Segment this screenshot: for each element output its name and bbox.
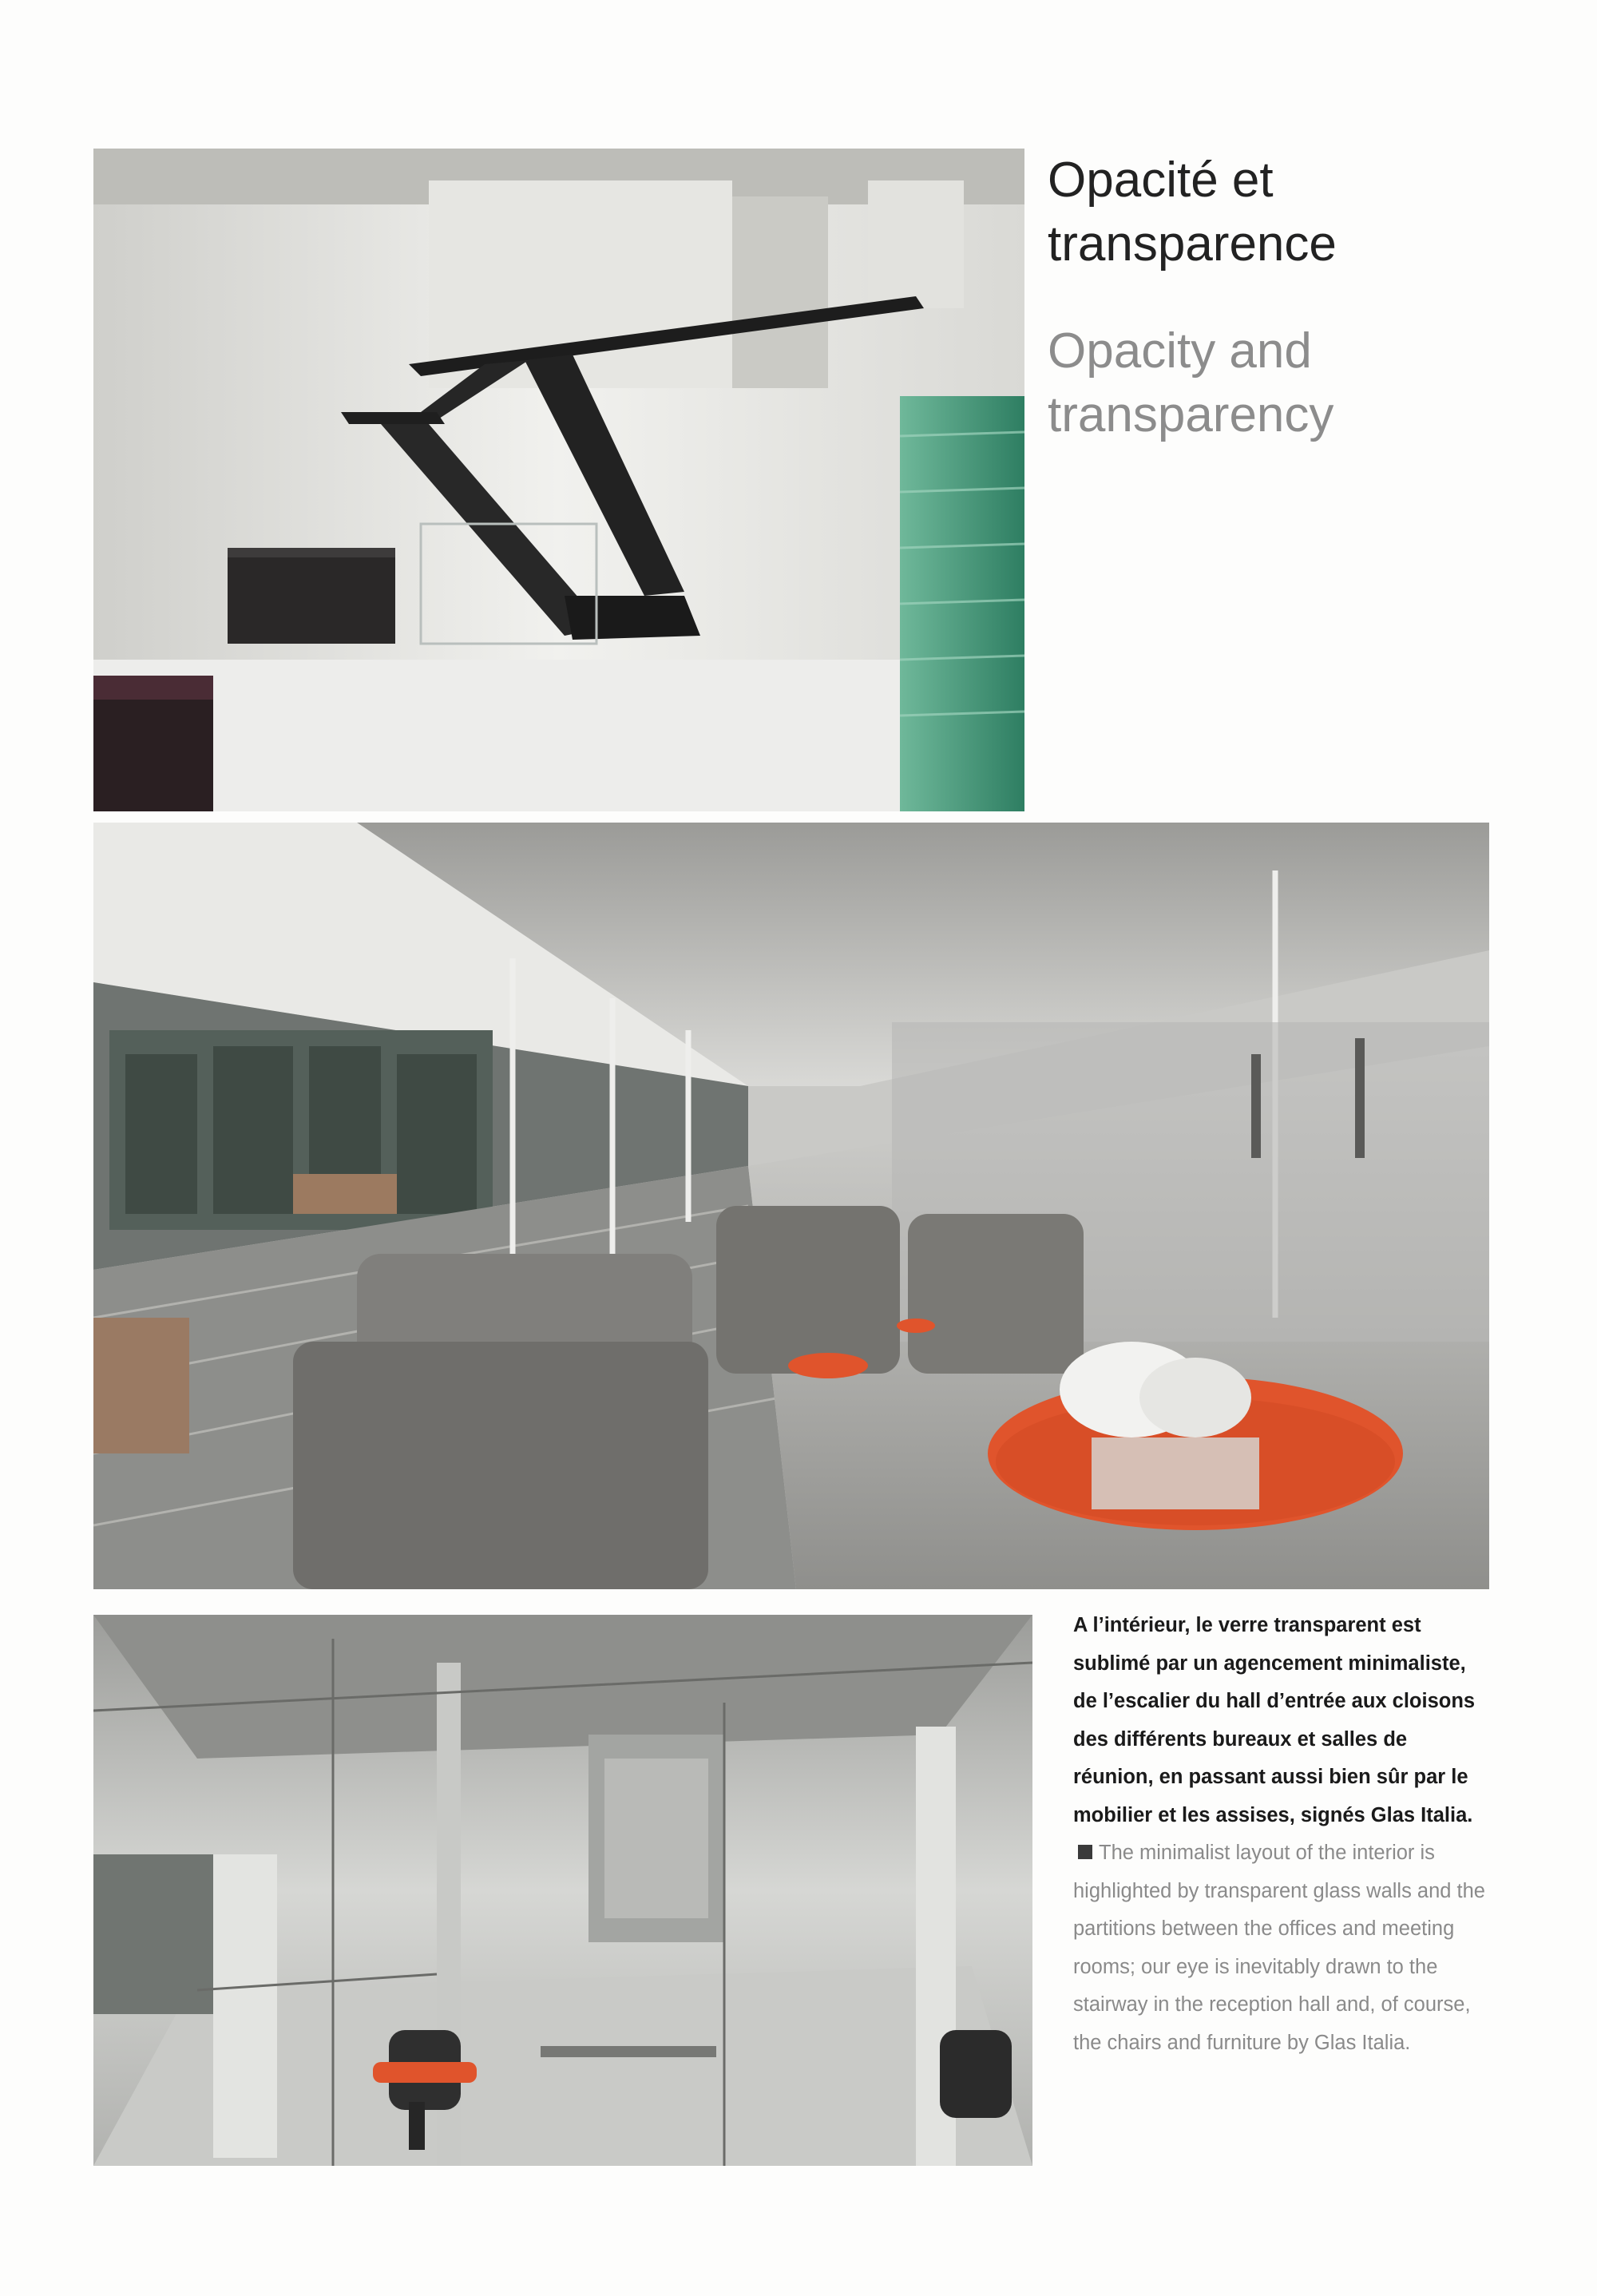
title-english: Opacity and transparency — [1048, 323, 1334, 442]
caption-english: The minimalist layout of the interior is highlighted by transparent glass walls and the partitions between the offices and meeting rooms; our eye is inevitably drawn to the stairway in the reception hall and, of course, the chairs and furniture by Glas Italia. — [1073, 1842, 1485, 2054]
photo-glass-offices — [93, 1615, 1032, 2166]
article-caption — [1073, 1607, 1488, 2062]
caption-french: A l’intérieur, le verre transparent est sublimé par un agencement minimaliste, de l’escalier du hall d’entrée aux cloisons des différents bureaux et salles de réunion, en passant aussi bien sûr par le mobilier et les assises, signés Glas Italia. — [1073, 1614, 1476, 1826]
title-french: Opacité et transparence — [1048, 153, 1337, 272]
photo-staircase-hall — [93, 149, 1024, 811]
separator-square-icon — [1078, 1845, 1092, 1859]
photo-lounge-corridor — [93, 823, 1489, 1589]
